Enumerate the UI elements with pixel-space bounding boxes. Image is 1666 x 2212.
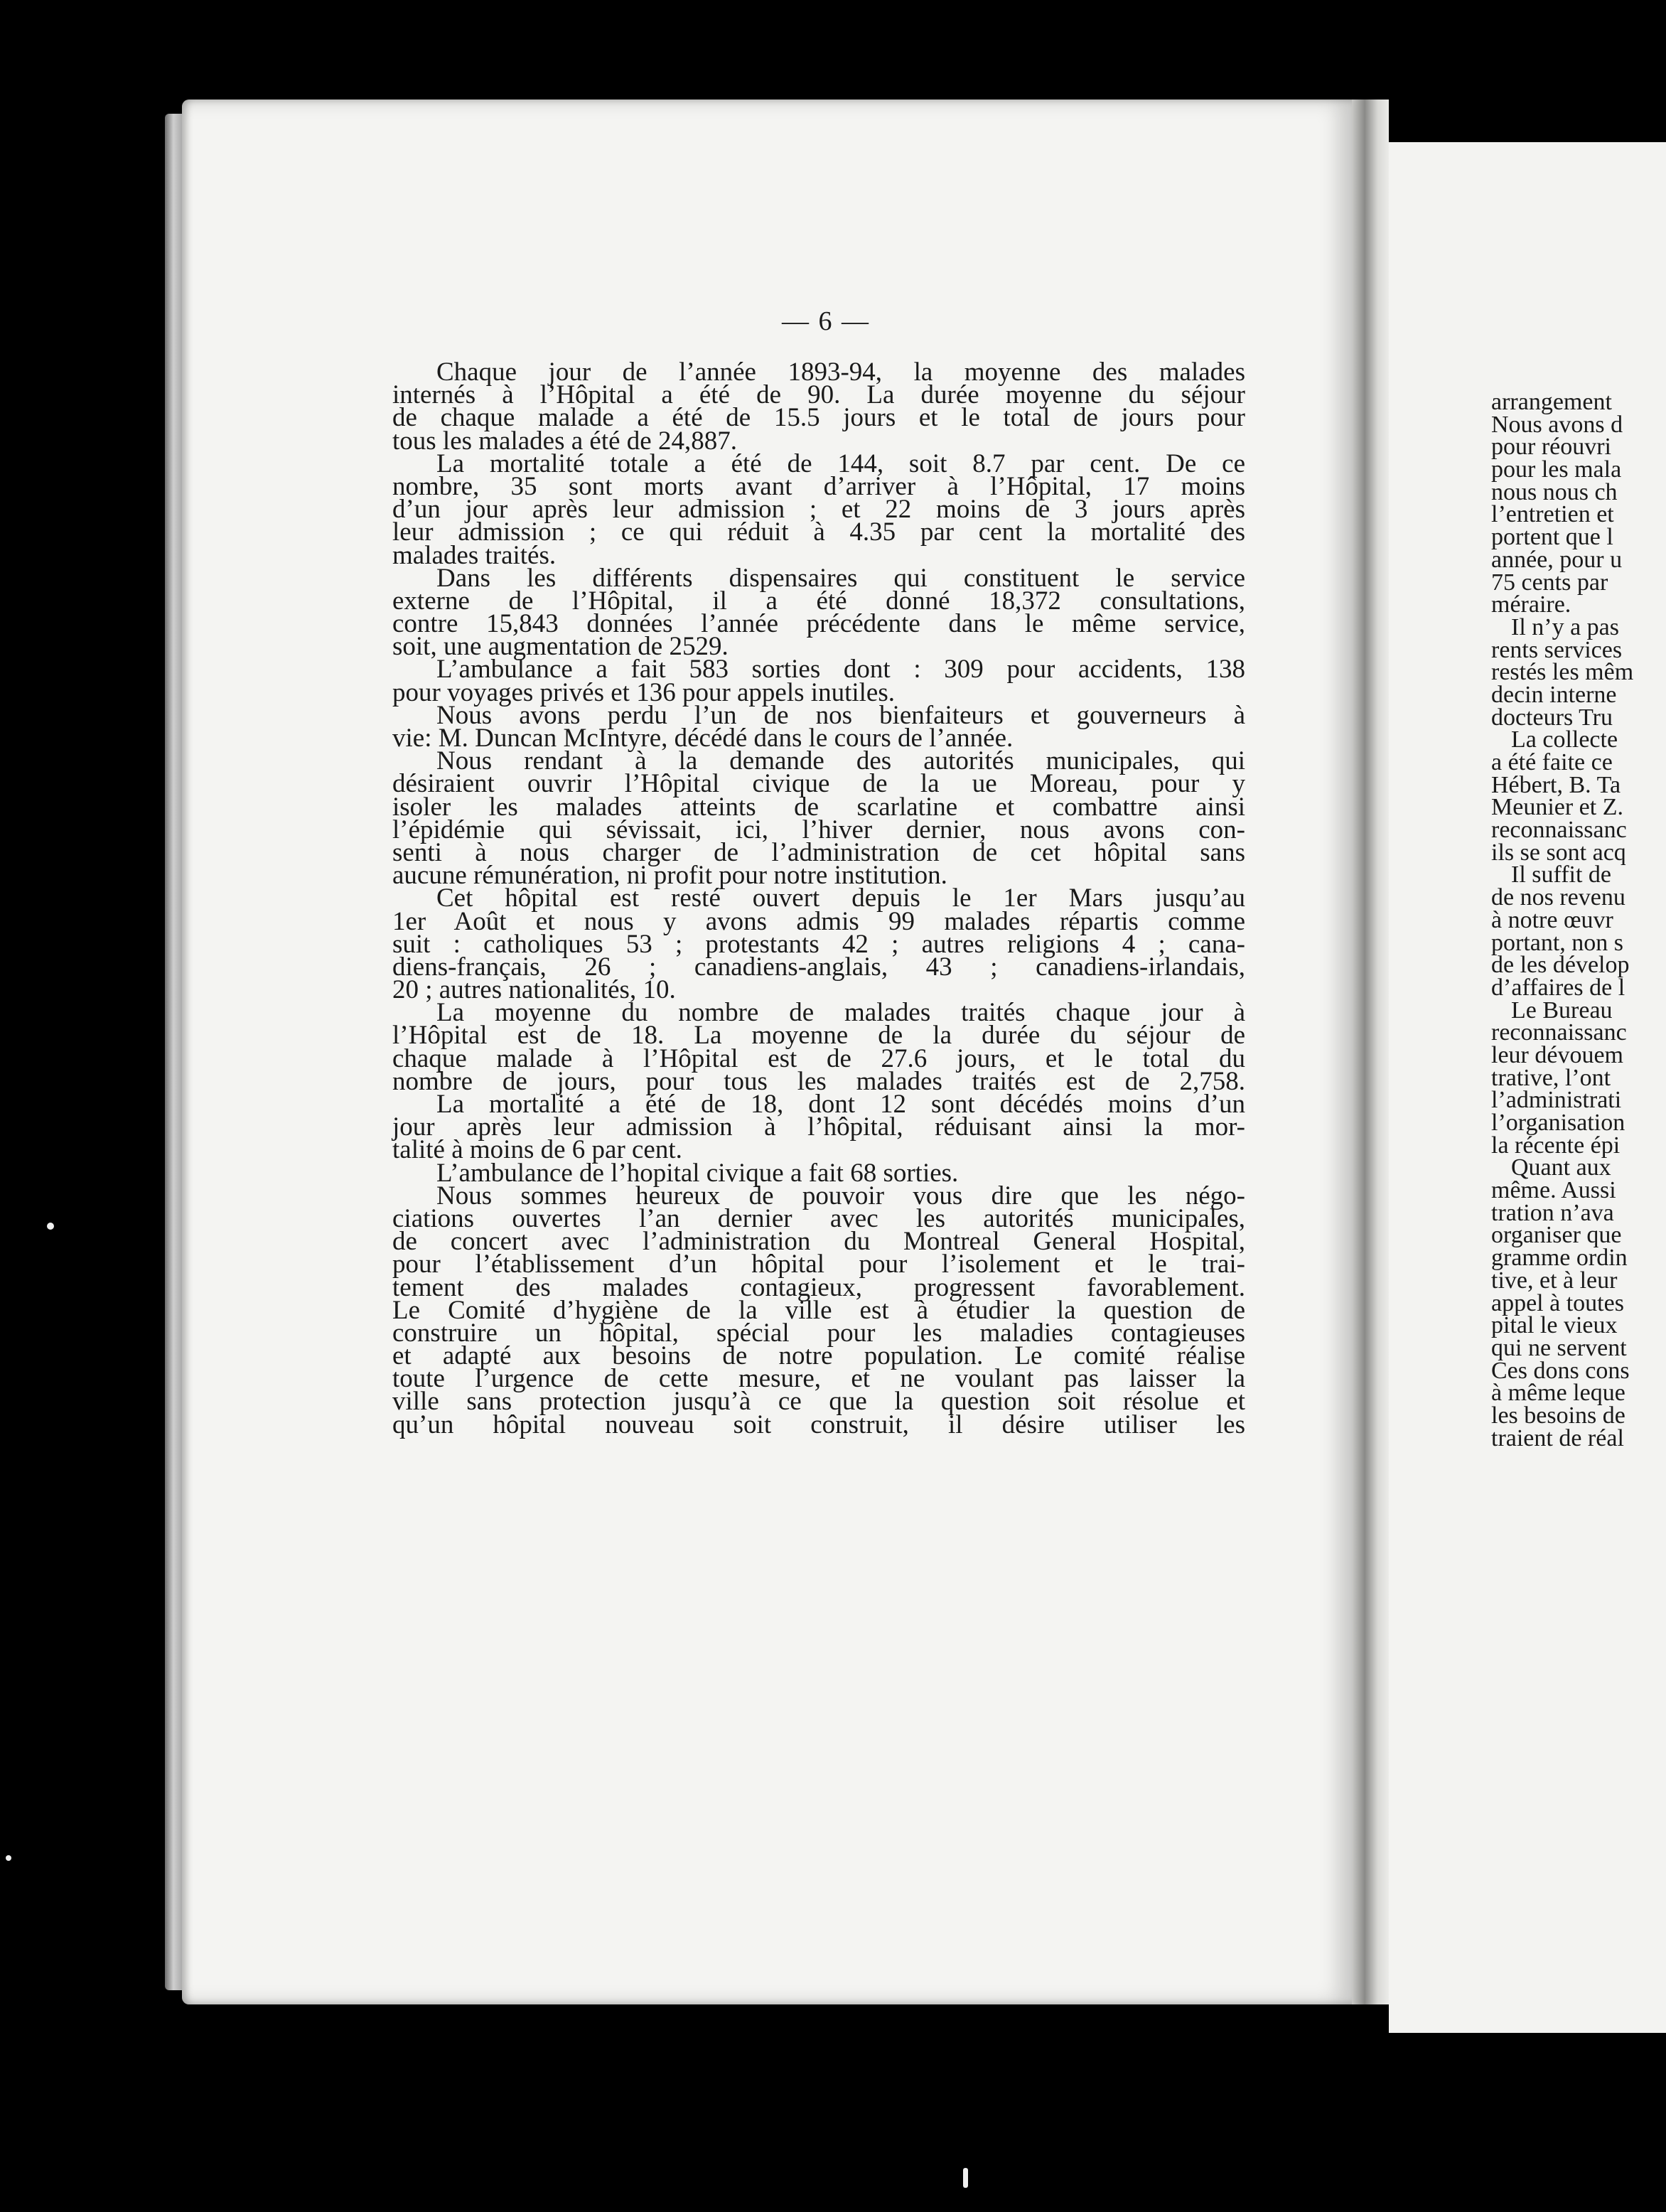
- text-line: appel à toutes: [1491, 1289, 1624, 1316]
- text-line: trative, l’ont: [1491, 1064, 1611, 1091]
- text-line: isoler les malades atteints de scarlatine et combattre ainsi: [392, 792, 1245, 822]
- text-line: l’administrati: [1491, 1087, 1622, 1114]
- text-line: nombre de jours, pour tous les malades traités est de 2,758.: [392, 1066, 1245, 1096]
- text-line: Il n’y a pas: [1511, 613, 1620, 640]
- text-line: Le Comité d’hygiène de la ville est à étudier la question de: [392, 1295, 1245, 1325]
- text-line: toute l’urgence de cette mesure, et ne voulant pas laisser la: [392, 1364, 1245, 1394]
- text-line: arrangement: [1491, 389, 1612, 415]
- text-line: méraire.: [1491, 591, 1571, 618]
- text-line: à même leque: [1491, 1380, 1625, 1407]
- text-line: l’entretien et: [1491, 501, 1614, 528]
- text-line: Quant aux: [1511, 1154, 1611, 1181]
- scan-speck: [47, 1223, 54, 1230]
- text-line: pour les mala: [1491, 456, 1622, 483]
- text-line: de nos revenu: [1491, 884, 1625, 911]
- text-line: organiser que: [1491, 1222, 1622, 1249]
- text-line: construire un hôpital, spécial pour les maladies contagieuses: [392, 1318, 1245, 1348]
- text-line: internés à l’Hôpital a été de 90. La durée moyenne du séjour: [392, 380, 1245, 410]
- text-line: L’ambulance a fait 583 sorties dont : 309 pour accidents, 138: [436, 655, 1245, 684]
- text-line: Le Bureau: [1511, 997, 1613, 1024]
- text-line: à notre œuvr: [1491, 906, 1613, 933]
- text-line: diens-français, 26 ; canadiens-anglais, 43 ; canadiens-irlandais,: [392, 952, 1245, 982]
- text-line: soit, une augmentation de 2529.: [392, 632, 729, 662]
- text-line: Il suffit de: [1511, 861, 1612, 888]
- text-line: et adapté aux besoins de notre population. Le comité réalise: [392, 1341, 1245, 1371]
- text-line: 1er Août et nous y avons admis 99 malades répartis comme: [392, 906, 1245, 936]
- text-line: Nous sommes heureux de pouvoir vous dire que les négo-: [436, 1181, 1245, 1210]
- text-line: de les dévelop: [1491, 952, 1630, 979]
- text-line: l’organisation: [1491, 1110, 1625, 1136]
- text-line: leur admission ; ce qui réduit à 4.35 par cent la mortalité des: [392, 517, 1245, 547]
- text-line: d’affaires de l: [1491, 974, 1625, 1001]
- text-line: La mortalité totale a été de 144, soit 8.7 par cent. De ce: [436, 449, 1245, 478]
- text-line: La mortalité a été de 18, dont 12 sont décédés moins d’un: [436, 1090, 1245, 1119]
- text-line: restés les mêm: [1491, 659, 1634, 686]
- text-line: traient de réal: [1491, 1424, 1624, 1451]
- text-line: externe de l’Hôpital, il a été donné 18,372 consultations,: [392, 586, 1245, 616]
- text-line: Nous avons perdu l’un de nos bienfaiteurs et gouverneurs à: [436, 700, 1245, 730]
- text-line: portant, non s: [1491, 929, 1624, 956]
- text-line: 20 ; autres nationalités, 10.: [392, 975, 676, 1005]
- text-line: pour l’établissement d’un hôpital pour l’isolement et le trai-: [392, 1250, 1245, 1279]
- text-line: les besoins de: [1491, 1402, 1625, 1429]
- text-line: vie: M. Duncan McIntyre, décédé dans le cours de l’année.: [392, 724, 1014, 753]
- text-line: malades traités.: [392, 540, 557, 570]
- text-line: Hébert, B. Ta: [1491, 771, 1621, 798]
- text-line: Ces dons cons: [1491, 1357, 1630, 1384]
- text-line: même. Aussi: [1491, 1177, 1616, 1204]
- text-line: la récente épi: [1491, 1132, 1621, 1159]
- text-line: désiraient ouvrir l’Hôpital civique de la ue Moreau, pour y: [392, 769, 1245, 799]
- text-line: ciations ouvertes l’an dernier avec les autorités municipales,: [392, 1203, 1245, 1233]
- text-line: 75 cents par: [1491, 569, 1608, 596]
- book-gutter: [1352, 100, 1389, 2004]
- text-line: jour après leur admission à l’hôpital, réduisant ainsi la mor-: [392, 1112, 1245, 1142]
- scan-speck: [963, 2168, 968, 2188]
- text-line: leur dévouem: [1491, 1041, 1623, 1068]
- text-line: Dans les différents dispensaires qui constituent le service: [436, 563, 1245, 593]
- text-line: tement des malades contagieux, progressent favorablement.: [392, 1272, 1245, 1302]
- text-line: tive, et à leur: [1491, 1267, 1618, 1294]
- text-line: a été faite ce: [1491, 749, 1613, 775]
- text-line: rents services: [1491, 636, 1623, 663]
- text-line: docteurs Tru: [1491, 704, 1613, 731]
- text-line: reconnaissanc: [1491, 817, 1627, 844]
- text-line: chaque malade à l’Hôpital est de 27.6 jours, et le total du: [392, 1043, 1245, 1073]
- text-line: La collecte: [1511, 726, 1618, 753]
- text-line: decin interne: [1491, 681, 1617, 708]
- text-line: Nous rendant à la demande des autorités municipales, qui: [436, 746, 1245, 776]
- text-line: pital le vieux: [1491, 1312, 1618, 1339]
- scan-speck: [6, 1855, 11, 1861]
- text-line: aucune rémunération, ni profit pour notre institution.: [392, 861, 947, 891]
- text-line: tration n’ava: [1491, 1199, 1614, 1226]
- text-line: qu’un hôpital nouveau soit construit, il désire utiliser les: [392, 1410, 1245, 1439]
- text-line: Chaque jour de l’année 1893-94, la moyenne des malades: [436, 358, 1245, 387]
- text-line: suit : catholiques 53 ; protestants 42 ; autres religions 4 ; cana-: [392, 929, 1245, 959]
- text-line: Cet hôpital est resté ouvert depuis le 1er Mars jusqu’au: [436, 884, 1245, 913]
- right-column-text: [1491, 391, 1666, 1449]
- text-line: Nous avons d: [1491, 411, 1623, 438]
- text-line: contre 15,843 données l’année précédente dans le même service,: [392, 609, 1245, 639]
- text-line: ville sans protection jusqu’à ce que la question soit résolue et: [392, 1387, 1245, 1417]
- text-line: l’Hôpital est de 18. La moyenne de la durée du séjour de: [392, 1021, 1245, 1051]
- text-line: nombre, 35 sont morts avant d’arriver à l’Hôpital, 17 moins: [392, 471, 1245, 501]
- text-line: portent que l: [1491, 524, 1613, 551]
- left-column-text: [392, 358, 1245, 1439]
- text-line: pour réouvri: [1491, 434, 1612, 461]
- text-line: gramme ordin: [1491, 1245, 1628, 1272]
- text-line: talité à moins de 6 par cent.: [392, 1135, 682, 1165]
- text-line: d’un jour après leur admission ; et 22 moins de 3 jours après: [392, 495, 1245, 525]
- text-line: tous les malades a été de 24,887.: [392, 426, 737, 456]
- text-line: ils se sont acq: [1491, 839, 1626, 866]
- text-line: qui ne servent: [1491, 1334, 1627, 1361]
- page-number: — 6 —: [782, 306, 870, 336]
- text-line: pour voyages privés et 136 pour appels inutiles.: [392, 677, 895, 707]
- text-line: l’épidémie qui sévissait, ici, l’hiver dernier, nous avons con-: [392, 815, 1245, 844]
- text-line: nous nous ch: [1491, 478, 1618, 505]
- text-line: L’ambulance de l’hopital civique a fait 68 sorties.: [436, 1158, 959, 1188]
- text-line: La moyenne du nombre de malades traités chaque jour à: [436, 998, 1245, 1028]
- text-line: Meunier et Z.: [1491, 794, 1623, 821]
- text-line: reconnaissanc: [1491, 1019, 1627, 1046]
- text-line: année, pour u: [1491, 546, 1623, 573]
- text-line: de chaque malade a été de 15.5 jours et le total de jours pour: [392, 403, 1245, 433]
- text-line: senti à nous charger de l’administration de cet hôpital sans: [392, 837, 1245, 867]
- text-line: de concert avec l’administration du Montreal General Hospital,: [392, 1227, 1245, 1257]
